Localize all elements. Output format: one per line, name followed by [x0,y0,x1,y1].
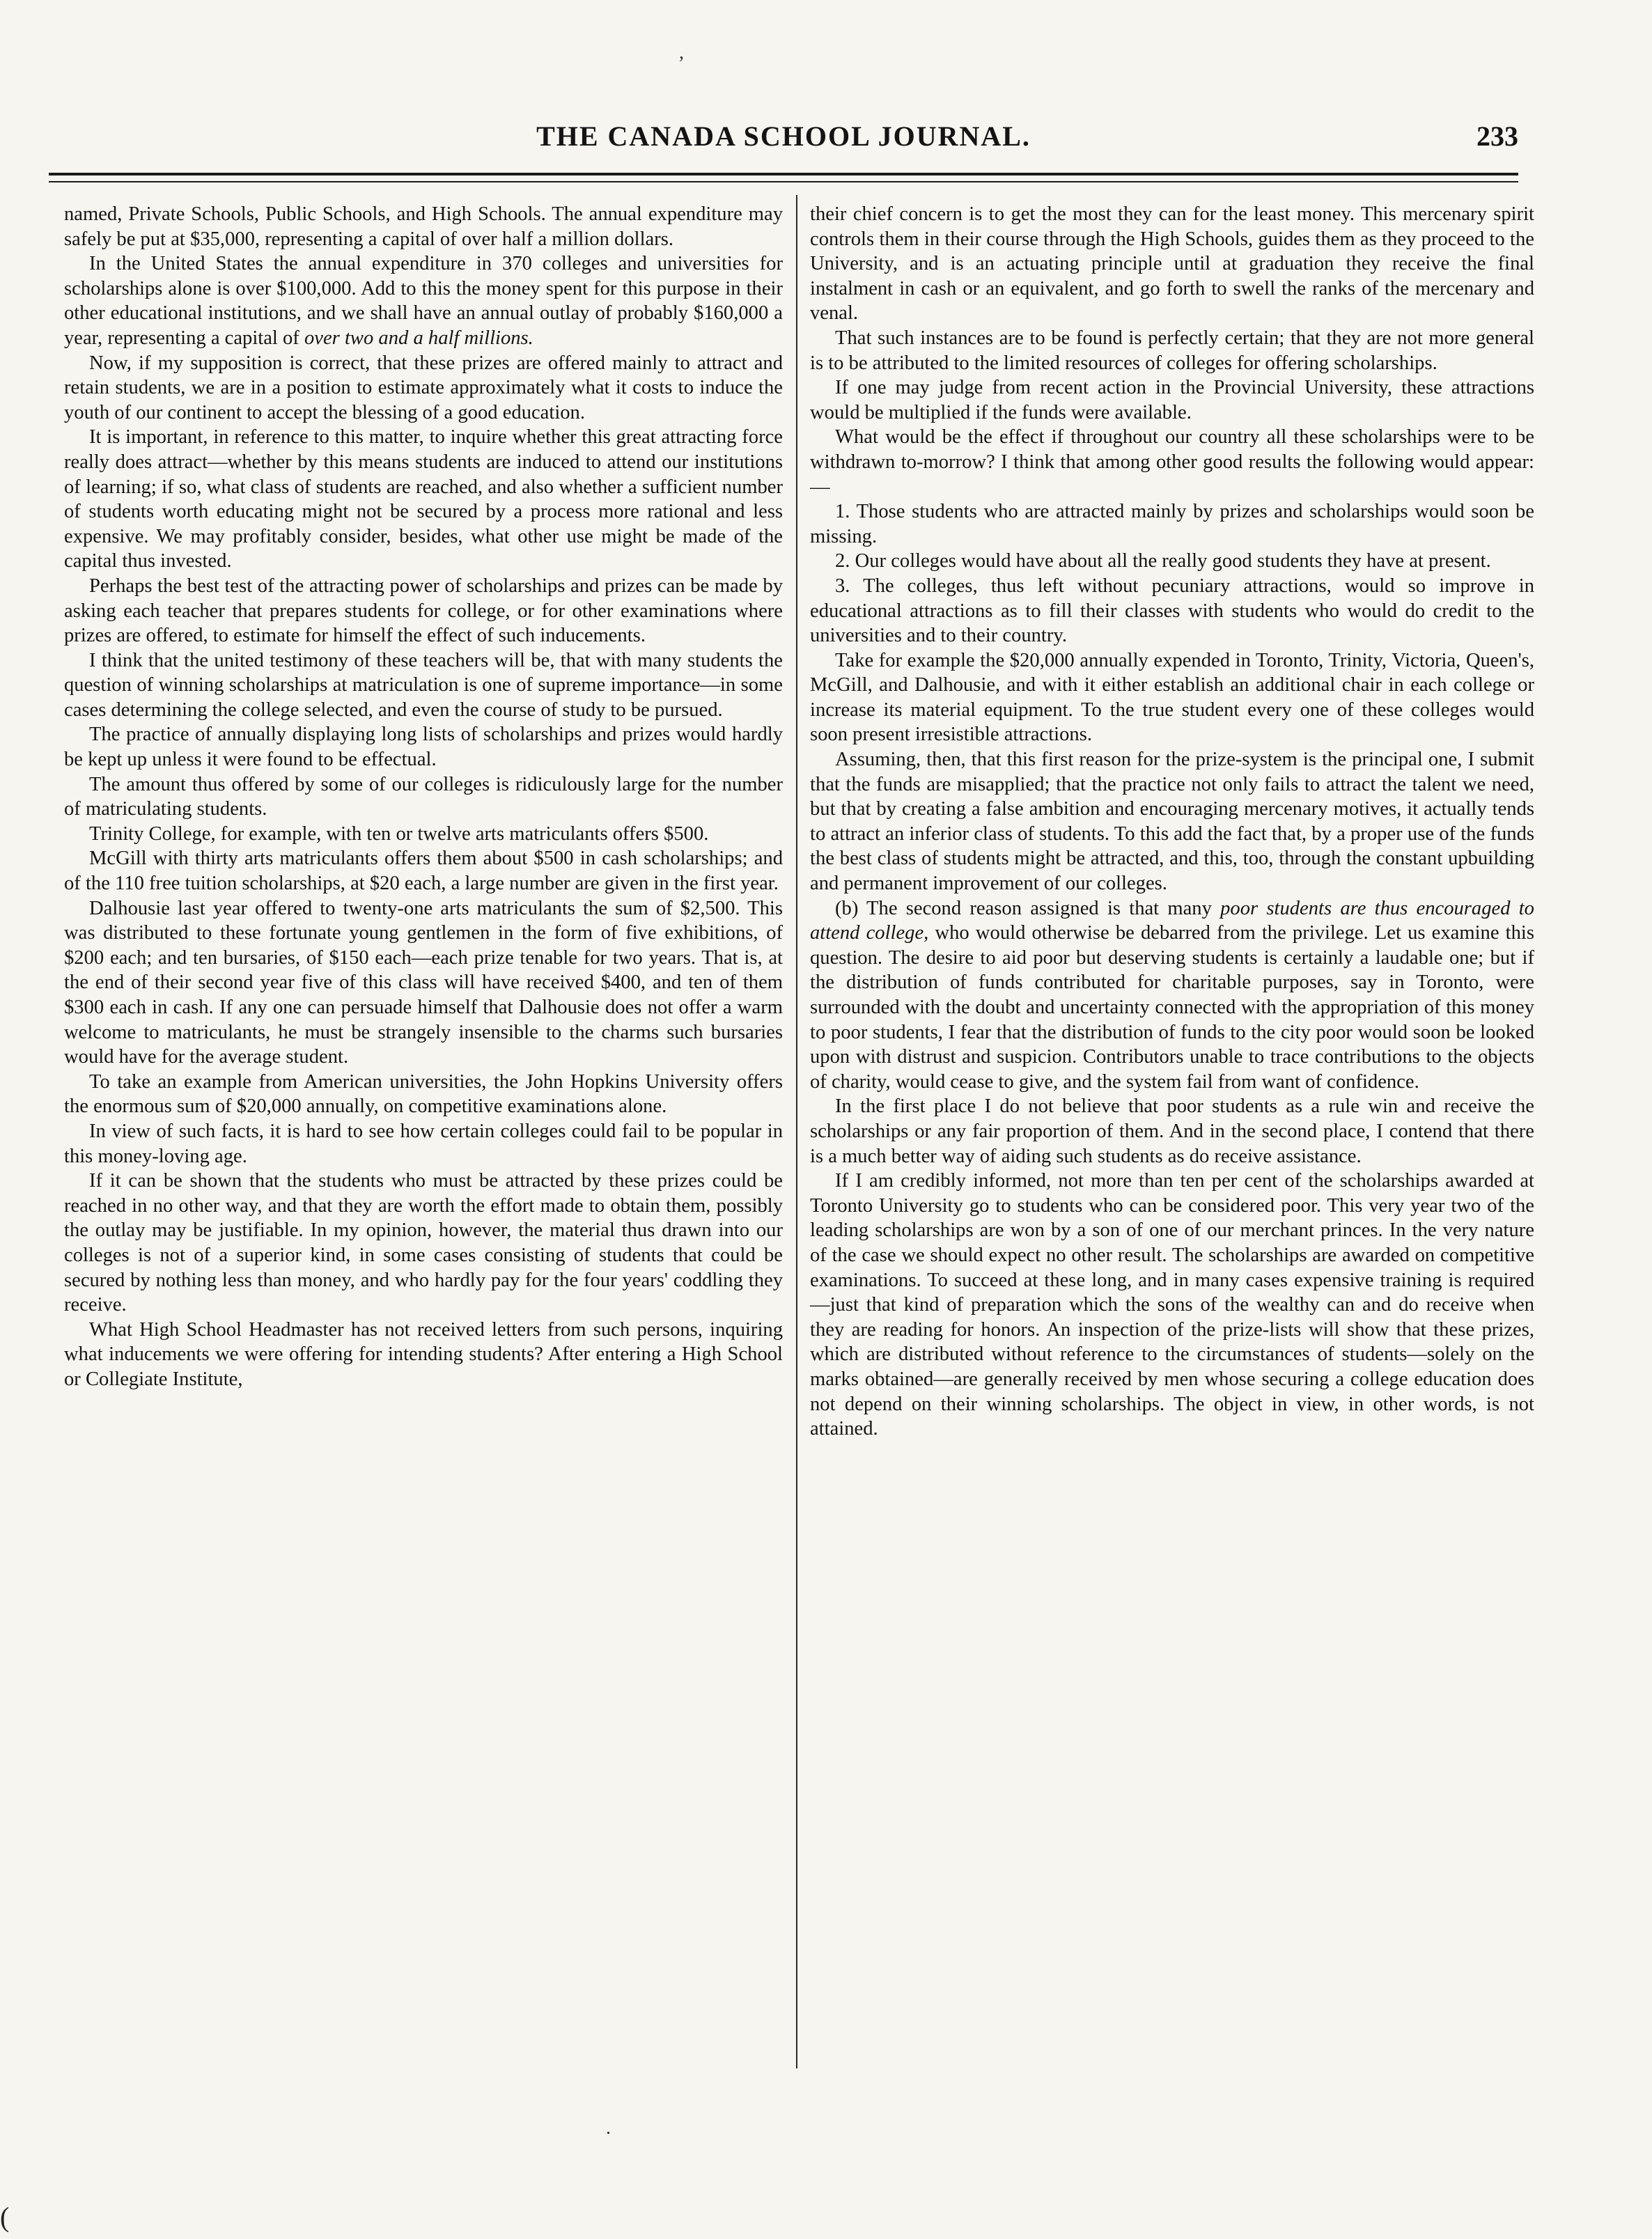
left-column [64,202,783,1392]
paragraph: Assuming, then, that this first reason for the prize-system is the principal one, I submit that the funds are misapplied; that the practice not only fails to attract the talent we need, but that by creating a false ambition and encouraging mercenary motives, it actually tends to attract an inferior class of students. To this add the fact that, by a proper use of the funds the best class of students might be attracted, and this, too, through the constant upbuilding and permanent improvement of our colleges. [810,749,1534,895]
italic-phrase: over two and a half millions. [304,327,533,349]
paragraph: 3. The colleges, thus left without pecuniary attractions, would so improve in educational attractions as to fill their classes with students who would do credit to the universities and to their country. [810,575,1534,647]
paragraph: 1. Those students who are attracted mainly by prizes and scholarships would soon be missing. [810,501,1534,547]
paragraph [64,251,783,350]
paragraph: What would be the effect if throughout our country all these scholarships were to be withdrawn to-morrow? I think that among other good results the following would appear:— [810,426,1534,498]
paragraph: In the first place I do not believe that poor students as a rule win and receive the scholarships or any fair proportion of them. And in the second place, I contend that there is a much better way of aiding such students as do receive assistance. [810,1095,1534,1167]
paragraph: If it can be shown that the students who must be attracted by these prizes could be reached in no other way, and that they are worth the effort made to obtain them, possibly the outlay may be justifiable. In my opinion, however, the material thus drawn into our colleges is not of a superior kind, in some cases consisting of students that could be secured by nothing less than money, and who hardly pay for the four years' coddling they receive. [64,1170,783,1316]
paragraph-text: In the United States the annual expenditure in 370 colleges and universities for scholarships alone is over $100,000. Add to this the money spent for this purpose in their other educational institutions, and we shall have an annual outlay of probably $160,000 a year, representing a capital of [64,253,783,349]
paragraph: Perhaps the best test of the attracting power of scholarships and prizes can be made by asking each teacher that prepares students for college, or for other examinations where prizes are offered, to estimate for himself the effect of such inducements. [64,575,783,647]
page-number: 233 [1476,120,1518,152]
paragraph: Now, if my supposition is correct, that these prizes are offered mainly to attract and retain students, we are in a position to estimate approximately what it costs to induce the youth of our continent to accept the blessing of a good education. [64,352,783,423]
header-rule-thin [49,181,1518,182]
paragraph: 2. Our colleges would have about all the really good students they have at present. [835,550,1491,572]
scan-speck-bottom: . [606,2117,611,2139]
paragraph: To take an example from American universities, the John Hopkins University offers the enormous sum of $20,000 annually, on competitive examinations alone. [64,1070,783,1118]
paragraph: The practice of annually displaying long lists of scholarships and prizes would hardly be kept up unless it were found to be effectual. [64,724,783,771]
paragraph: Dalhousie last year offered to twenty-one arts matriculants the sum of $2,500. This was distributed to these fortunate young gentlemen in the form of five exhibitions, of $200 each; and ten bursaries, of $150 each—each prize tenable for two years. That is, at the end of their second year five of this class will have received $400, and ten of them $300 each in cash. If any one can persuade himself that Dalhousie does not offer a warm welcome to matriculants, he must be strangely insensible to the charms such bursaries would have for the average student. [64,897,783,1068]
paragraph: Take for example the $20,000 annually expended in Toronto, Trinity, Victoria, Queen's, McGill, and Dalhousie, and with it either establish an additional chair in each college or increase its material equipment. To the true student every one of these colleges would soon present irresistible attractions. [810,649,1534,746]
paragraph: That such instances are to be found is perfectly certain; that they are not more general is to be attributed to the limited resources of colleges for offering scholarships. [810,327,1534,374]
paragraph: The amount thus offered by some of our colleges is ridiculously large for the number of matriculating students. [64,773,783,820]
paragraph [810,896,1534,1095]
paragraph: Trinity College, for example, with ten or twelve arts matriculants offers $500. [89,822,709,845]
right-column [810,202,1534,1442]
paragraph: their chief concern is to get the most they can for the least money. This mercenary spirit controls them in their course through the High Schools, guides them as they proceed to the University, and is an actuating principle until at graduation they receive the final instalment in cash or an equivalent, and go forth to swell the ranks of the mercenary and venal. [810,203,1534,325]
paragraph: If one may judge from recent action in the Provincial University, these attractions would be multiplied if the funds were available. [810,377,1534,423]
paragraph: What High School Headmaster has not received letters from such persons, inquiring what inducements we were offering for intending students? After entering a High School or Collegiate Institute, [64,1318,783,1390]
paragraph-text: who would otherwise be debarred from the privilege. Let us examine this question. The desire to aid poor but deserving students is certainly a laudable one; but if the distribution of funds contributed for charitable purposes, say in Toronto, were surrounded with the doubt and uncertainty connected with the appropriation of this money to poor students, I fear that the distribution of funds to the city poor would soon be looked upon with distrust and suspicion. Contributors unable to trace contributions to the objects of charity, would cease to give, and the system fail from want of confidence. [810,922,1534,1093]
column-divider [796,195,797,2068]
paragraph-text: (b) The second reason assigned is that many [835,897,1212,919]
scan-speck-top: , [679,42,684,63]
paragraph: I think that the united testimony of these teachers will be, that with many students the question of winning scholarships at matriculation is one of supreme importance—in some cases determining the college selected, and even the course of study to be pursued. [64,649,783,721]
paragraph: named, Private Schools, Public Schools, and High Schools. The annual expenditure may safely be put at $35,000, representing a capital of over half a million dollars. [64,203,783,250]
paragraph: McGill with thirty arts matriculants offers them about $500 in cash scholarships; and of the 110 free tuition scholarships, at $20 each, a large number are given in the first year. [64,848,783,895]
paragraph: In view of such facts, it is hard to see how certain colleges could fail to be popular in this money-loving age. [64,1120,783,1167]
scan-edge-mark: ( [0,2201,10,2233]
paragraph: It is important, in reference to this matter, to inquire whether this great attracting force really does attract—whether by this means students are induced to attend our institutions of learning; if so, what class of students are reached, and also whether a sufficient number of students worth educating might not be secured by a process more rational and less expensive. We may profitably consider, besides, what other use might be made of the capital thus invested. [64,426,783,572]
paragraph: If I am credibly informed, not more than ten per cent of the scholarships awarded at Toronto University go to students who can be considered poor. This very year two of the leading scholarships are won by a son of one of our merchant princes. In the very nature of the case we should expect no other result. The scholarships are awarded on competitive examinations. To succeed at these long, and in many cases expensive training is required—just that kind of preparation which the sons of the wealthy can and do receive when they are reading for honors. An inspection of the prize-lists will show that these prizes, which are distributed without reference to the circumstances of students—solely on the marks obtained—are generally received by men whose securing a college education does not depend on their winning scholarships. The object in view, in other words, is not attained. [810,1170,1534,1440]
journal-title: THE CANADA SCHOOL JOURNAL. [536,120,1031,152]
page-header [49,120,1518,162]
italic-phrase: poor students are thus encouraged to attend college, [810,897,1534,944]
header-rule-thick [49,173,1518,175]
